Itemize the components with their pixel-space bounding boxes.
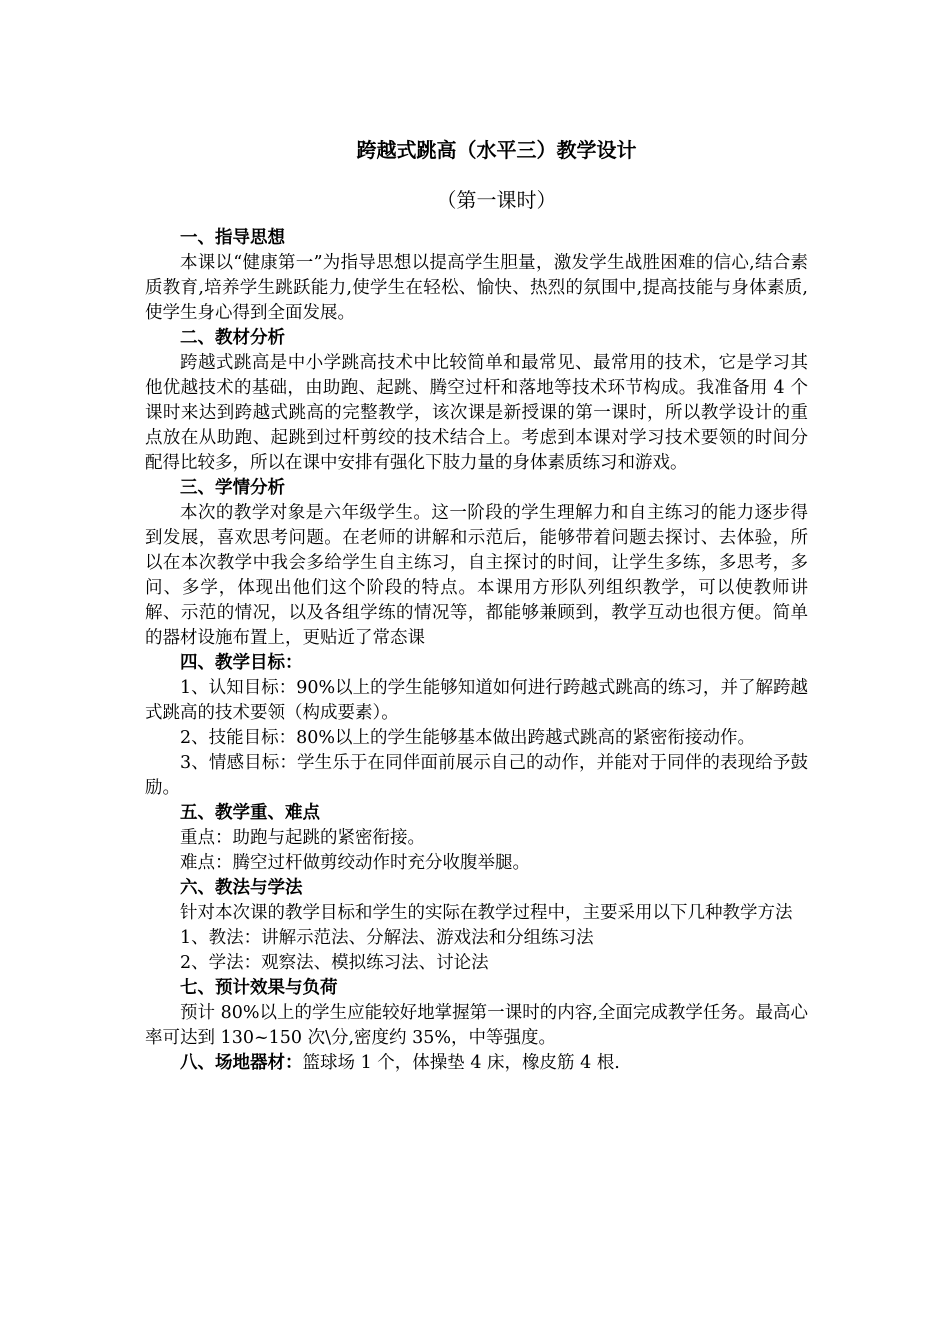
paragraph: 跨越式跳高是中小学跳高技术中比较简单和最常见、最常用的技术，它是学习其他优越技术的基础，由助跑、起跳、腾空过杆和落地等技术环节构成。我准备用 4 个课时来达到跨越式跳高的完整教学，该次课是新授课的第一课时，所以教学设计的重点放在从助跑、起跳到过杆剪绞的技术结合上。考虑到本课对学习技术要领的时间分配得比较多，所以在课中安排有强化下肢力量的身体素质练习和游戏。 — [145, 353, 808, 473]
section-teaching-objectives — [145, 651, 808, 801]
paragraph: 预计 80%以上的学生应能较好地掌握第一课时的内容,全面完成教学任务。最高心率可达到 130~150 次\分,密度约 35%，中等强度。 — [145, 1003, 808, 1048]
learning-method: 2、学法：观察法、模拟练习法、讨论法 — [180, 953, 489, 973]
section-heading: 四、教学目标： — [180, 653, 303, 673]
section-heading: 六、教法与学法 — [180, 878, 303, 898]
paragraph: 本次的教学对象是六年级学生。这一阶段的学生理解力和自主练习的能力逐步得到发展，喜欢思考问题。在老师的讲解和示范后，能够带着问题去探讨、去体验，所以在本次教学中我会多给学生自主练习，自主探讨的时间，让学生多练，多思考，多问、多学，体现出他们这个阶段的特点。本课用方形队列组织教学，可以使教师讲解、示范的情况，以及各组学练的情况等，都能够兼顾到，教学互动也很方便。简单的器材设施布置上，更贴近了常态课 — [145, 503, 808, 648]
section-heading: 一、指导思想 — [180, 228, 285, 248]
key-point: 重点：助跑与起跳的紧密衔接。 — [180, 828, 425, 848]
section-learner-analysis — [145, 476, 808, 651]
section-heading: 八、场地器材： — [180, 1053, 303, 1073]
document-page — [145, 130, 808, 1076]
document-subtitle: （第一课时） — [436, 188, 557, 212]
document-title: 跨越式跳高（水平三）教学设计 — [356, 138, 637, 162]
section-heading: 二、教材分析 — [180, 328, 285, 348]
venue-equipment-line — [145, 1051, 808, 1076]
paragraph: 本课以“健康第一”为指导思想以提高学生胆量，激发学生战胜困难的信心,结合素质教育,培养学生跳跃能力,使学生在轻松、愉快、热烈的氛围中,提高技能与身体素质,使学生身心得到全面发展。 — [145, 253, 808, 323]
section-heading: 七、预计效果与负荷 — [180, 978, 338, 998]
section-heading: 五、教学重、难点 — [180, 803, 320, 823]
difficult-point: 难点：腾空过杆做剪绞动作时充分收腹举腿。 — [180, 853, 530, 873]
section-guiding-ideology — [145, 226, 808, 326]
teaching-method: 1、教法：讲解示范法、分解法、游戏法和分组练习法 — [180, 928, 594, 948]
section-venue-equipment — [145, 1051, 808, 1076]
section-teaching-methods — [145, 876, 808, 976]
section-key-difficult-points — [145, 801, 808, 876]
section-material-analysis — [145, 326, 808, 476]
section-heading: 三、学情分析 — [180, 478, 285, 498]
objective-cognitive: 1、认知目标：90%以上的学生能够知道如何进行跨越式跳高的练习，并了解跨越式跳高的技术要领（构成要素）。 — [145, 678, 808, 723]
objective-skill: 2、技能目标：80%以上的学生能够基本做出跨越式跳高的紧密衔接动作。 — [180, 728, 756, 748]
paragraph: 针对本次课的教学目标和学生的实际在教学过程中，主要采用以下几种教学方法 — [180, 903, 793, 923]
section-expected-effect-load — [145, 976, 808, 1051]
equipment-text: 篮球场 1 个，体操垫 4 床，橡皮筋 4 根. — [302, 1053, 620, 1073]
objective-affective: 3、情感目标：学生乐于在同伴面前展示自己的动作，并能对于同伴的表现给予鼓励。 — [145, 753, 808, 798]
